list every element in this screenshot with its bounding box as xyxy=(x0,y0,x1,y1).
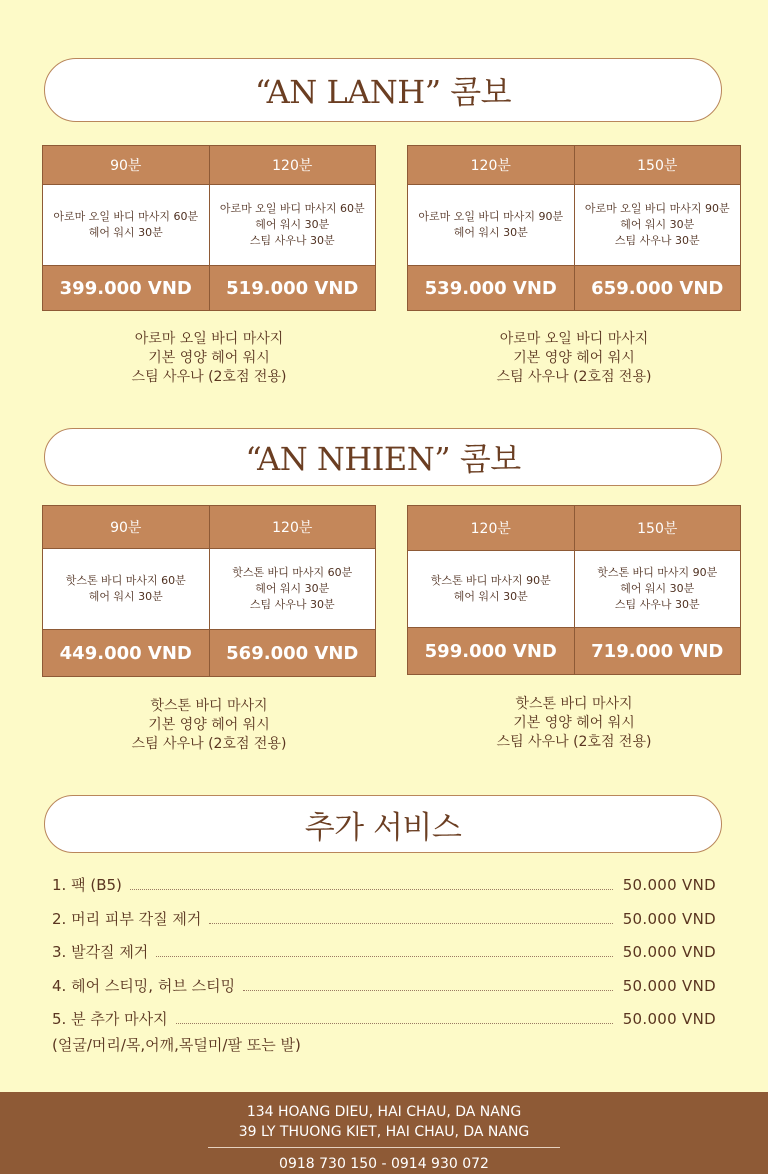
note-line: 아로마 오일 바디 마사지 xyxy=(499,331,649,347)
service-item xyxy=(52,939,716,973)
description-line: 헤어 워시 30분 xyxy=(255,582,330,595)
dotted-leader xyxy=(176,1006,613,1024)
an-lanh-banner xyxy=(44,58,722,122)
dotted-leader xyxy=(156,939,612,957)
duration-header: 120분 xyxy=(408,506,574,550)
an-lanh-table-left xyxy=(42,145,376,311)
description-line: 헤어 워시 30분 xyxy=(453,590,528,603)
price-cell: 399.000 VND xyxy=(43,266,209,310)
description-line: 핫스톤 바디 마사지 90분 xyxy=(597,566,718,579)
description-line: 아로마 오일 바디 마사지 90분 xyxy=(418,210,564,223)
extra-services-banner xyxy=(44,795,722,853)
description-line: 헤어 워시 30분 xyxy=(620,582,695,595)
an-lanh-note-left xyxy=(42,330,376,387)
price-cell: 539.000 VND xyxy=(408,266,574,310)
price-cell: 659.000 VND xyxy=(575,266,741,310)
service-name: 2. 머리 피부 각질 제거 xyxy=(52,909,202,928)
package-description xyxy=(210,185,376,265)
an-lanh-table-right xyxy=(407,145,741,311)
price-cell: 599.000 VND xyxy=(408,628,574,674)
note-line: 기본 영양 헤어 워시 xyxy=(148,717,270,733)
an-nhien-banner xyxy=(44,428,722,486)
description-line: 핫스톤 바디 마사지 90분 xyxy=(430,574,551,587)
footer-phones: 0918 730 150 - 0914 930 072 xyxy=(279,1156,489,1172)
note-line: 스팀 사우나 (2호점 전용) xyxy=(131,736,287,752)
an-lanh-note-right xyxy=(407,330,741,387)
description-line: 스팀 사우나 30분 xyxy=(249,234,335,247)
service-price: 50.000 VND xyxy=(622,976,716,995)
package-description xyxy=(408,551,574,627)
package-description xyxy=(210,549,376,629)
an-nhien-note-right xyxy=(407,695,741,752)
service-item xyxy=(52,872,716,906)
duration-header: 90분 xyxy=(43,146,209,184)
an-nhien-title: “AN NHIEN” 콤보 xyxy=(245,440,521,478)
service-name: 1. 팩 (B5) xyxy=(52,876,122,894)
note-line: 스팀 사우나 (2호점 전용) xyxy=(496,369,652,385)
description-line: 스팀 사우나 30분 xyxy=(249,598,335,611)
duration-header: 150분 xyxy=(575,146,741,184)
duration-header: 90분 xyxy=(43,506,209,548)
service-name: 3. 발각질 제거 xyxy=(52,943,149,961)
an-nhien-note-left xyxy=(42,697,376,754)
duration-header: 150분 xyxy=(575,506,741,550)
service-price: 50.000 VND xyxy=(622,909,716,928)
service-price: 50.000 VND xyxy=(622,943,716,961)
an-nhien-table-left xyxy=(42,505,376,677)
description-line: 아로마 오일 바디 마사지 60분 xyxy=(219,202,365,215)
service-item xyxy=(52,973,716,1007)
dotted-leader xyxy=(209,906,612,924)
note-line: 기본 영양 헤어 워시 xyxy=(513,715,635,731)
duration-header: 120분 xyxy=(210,506,376,548)
dotted-leader xyxy=(130,872,613,890)
note-line: 기본 영양 헤어 워시 xyxy=(148,350,270,366)
note-line: 핫스톤 바디 마사지 xyxy=(515,696,633,712)
price-cell: 449.000 VND xyxy=(43,630,209,676)
service-price: 50.000 VND xyxy=(622,876,716,894)
footer-address-1: 134 HOANG DIEU, HAI CHAU, DA NANG xyxy=(246,1104,522,1120)
service-item xyxy=(52,906,716,940)
price-cell: 569.000 VND xyxy=(210,630,376,676)
footer-address-2: 39 LY THUONG KIET, HAI CHAU, DA NANG xyxy=(238,1124,530,1140)
description-line: 핫스톤 바디 마사지 60분 xyxy=(232,566,353,579)
price-cell: 519.000 VND xyxy=(210,266,376,310)
package-description xyxy=(575,185,741,265)
price-cell: 719.000 VND xyxy=(575,628,741,674)
description-line: 스팀 사우나 30분 xyxy=(614,598,700,611)
description-line: 헤어 워시 30분 xyxy=(620,218,695,231)
description-line: 헤어 워시 30분 xyxy=(453,226,528,239)
extra-services-title: 추가 서비스 xyxy=(304,809,462,846)
description-line: 헤어 워시 30분 xyxy=(88,590,163,603)
footer-divider xyxy=(208,1147,560,1148)
note-line: 기본 영양 헤어 워시 xyxy=(513,350,635,366)
note-line: 스팀 사우나 (2호점 전용) xyxy=(496,734,652,750)
service-name: 5. 분 추가 마사지 xyxy=(52,1010,168,1028)
duration-header: 120분 xyxy=(210,146,376,184)
service-name: 4. 헤어 스티밍, 허브 스티밍 xyxy=(52,976,236,995)
duration-header: 120분 xyxy=(408,146,574,184)
note-line: 아로마 오일 바디 마사지 xyxy=(134,331,284,347)
description-line: 헤어 워시 30분 xyxy=(88,226,163,239)
package-description xyxy=(575,551,741,627)
extra-services-list xyxy=(52,872,716,1056)
description-line: 헤어 워시 30분 xyxy=(255,218,330,231)
an-lanh-title: “AN LANH” 콤보 xyxy=(254,73,512,111)
description-line: 핫스톤 바디 마사지 60분 xyxy=(65,574,186,587)
dotted-leader xyxy=(243,973,613,991)
note-line: 스팀 사우나 (2호점 전용) xyxy=(131,369,287,385)
an-nhien-table-right xyxy=(407,505,741,675)
package-description xyxy=(43,549,209,629)
note-line: 핫스톤 바디 마사지 xyxy=(150,698,268,714)
description-line: 아로마 오일 바디 마사지 60분 xyxy=(53,210,199,223)
footer xyxy=(0,1092,768,1174)
service-price: 50.000 VND xyxy=(622,1010,716,1028)
description-line: 스팀 사우나 30분 xyxy=(614,234,700,247)
package-description xyxy=(43,185,209,265)
description-line: 아로마 오일 바디 마사지 90분 xyxy=(584,202,730,215)
package-description xyxy=(408,185,574,265)
service-subtext: (얼굴/머리/목,어깨,목덜미/팔 또는 발) xyxy=(52,1035,301,1054)
